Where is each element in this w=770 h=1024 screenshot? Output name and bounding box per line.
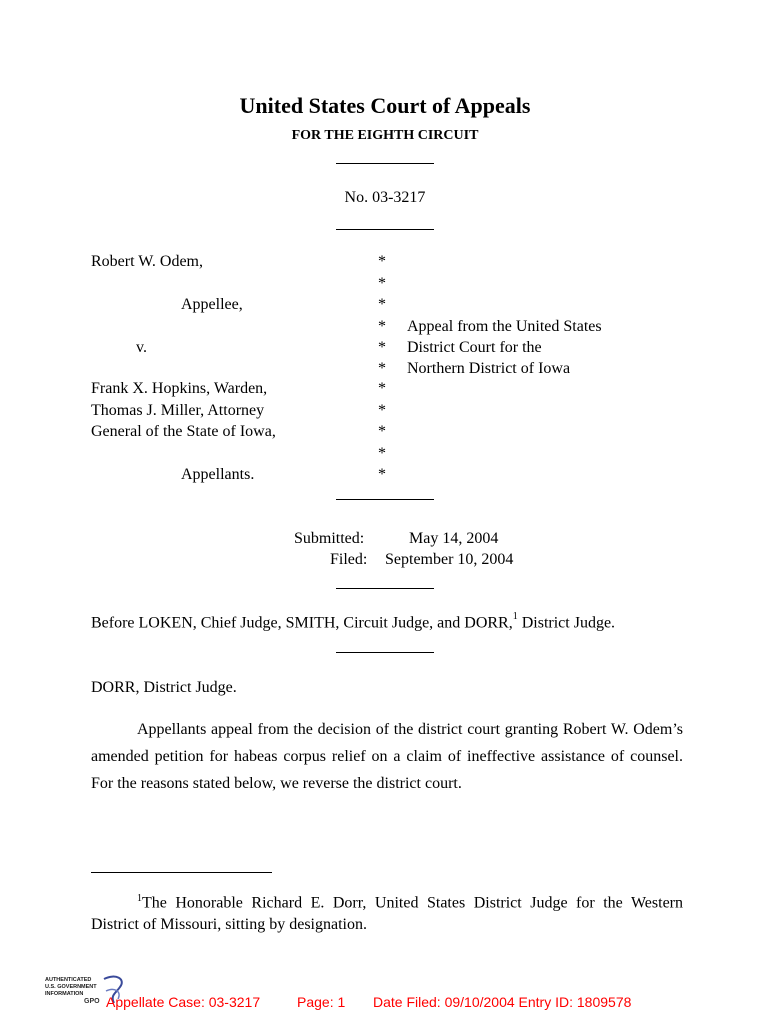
caption-star: * — [378, 466, 386, 483]
appellee-name: Robert W. Odem, — [91, 253, 203, 270]
divider-rule — [336, 588, 434, 589]
filed-label: Filed: — [330, 551, 368, 568]
footnote — [91, 888, 683, 936]
appeal-from-line: Northern District of Iowa — [407, 360, 571, 377]
filed-date: September 10, 2004 — [385, 551, 514, 568]
circuit-name: FOR THE EIGHTH CIRCUIT — [291, 128, 479, 143]
appeal-from-line: District Court for the — [407, 339, 542, 356]
footer-page: Page: 1 — [297, 994, 346, 1010]
submitted-label: Submitted: — [294, 530, 365, 547]
logo-line: AUTHENTICATED — [45, 977, 92, 983]
caption-star: * — [378, 380, 386, 397]
caption-star: * — [378, 275, 386, 292]
footnote-reference: 1 — [512, 611, 518, 622]
opinion-body — [91, 716, 683, 797]
versus-label: v. — [136, 339, 147, 356]
caption-star: * — [378, 339, 386, 356]
caption-star: * — [378, 423, 386, 440]
logo-line: U.S. GOVERNMENT — [45, 984, 97, 990]
caption-star: * — [378, 360, 386, 377]
footnote-divider — [91, 872, 272, 873]
divider-rule — [336, 499, 434, 500]
divider-rule — [336, 229, 434, 230]
case-number: No. 03-3217 — [344, 189, 426, 206]
footer-date-entry: Date Filed: 09/10/2004 Entry ID: 1809578 — [373, 994, 632, 1010]
submitted-date: May 14, 2004 — [409, 530, 499, 547]
footnote-marker: 1 — [137, 893, 142, 904]
appellant-line: Frank X. Hopkins, Warden, — [91, 380, 268, 397]
caption-star: * — [378, 296, 386, 313]
panel-text-end: District Judge. — [517, 614, 616, 632]
court-title: United States Court of Appeals — [239, 93, 531, 118]
logo-mark: GPO — [84, 998, 100, 1005]
footnote-text: The Honorable Richard E. Dorr, United States District Judge for the Western District of Missouri, sitting by designation. — [91, 894, 683, 934]
caption-star: * — [378, 253, 386, 270]
appeal-from-line: Appeal from the United States — [407, 318, 602, 335]
divider-rule — [336, 652, 434, 653]
opinion-paragraph: Appellants appeal from the decision of the district court granting Robert W. Odem’s amended petition for habeas corpus relief on a claim of ineffective assistance of counsel. For the reasons stated below, we reverse the district court. — [91, 721, 683, 792]
divider-rule — [336, 163, 434, 164]
footer-case: Appellate Case: 03-3217 — [106, 994, 261, 1010]
appellee-role: Appellee, — [181, 296, 243, 313]
caption-star: * — [378, 445, 386, 462]
caption-star: * — [378, 318, 386, 335]
appellants-role: Appellants. — [181, 466, 255, 483]
panel-text: Before LOKEN, Chief Judge, SMITH, Circuit Judge, and DORR, — [91, 614, 513, 632]
appellant-line: Thomas J. Miller, Attorney — [91, 402, 265, 419]
panel-line — [91, 613, 615, 632]
opinion-author: DORR, District Judge. — [91, 679, 237, 696]
appellant-line: General of the State of Iowa, — [91, 423, 276, 440]
caption-star: * — [378, 402, 386, 419]
logo-line: INFORMATION — [45, 991, 84, 997]
